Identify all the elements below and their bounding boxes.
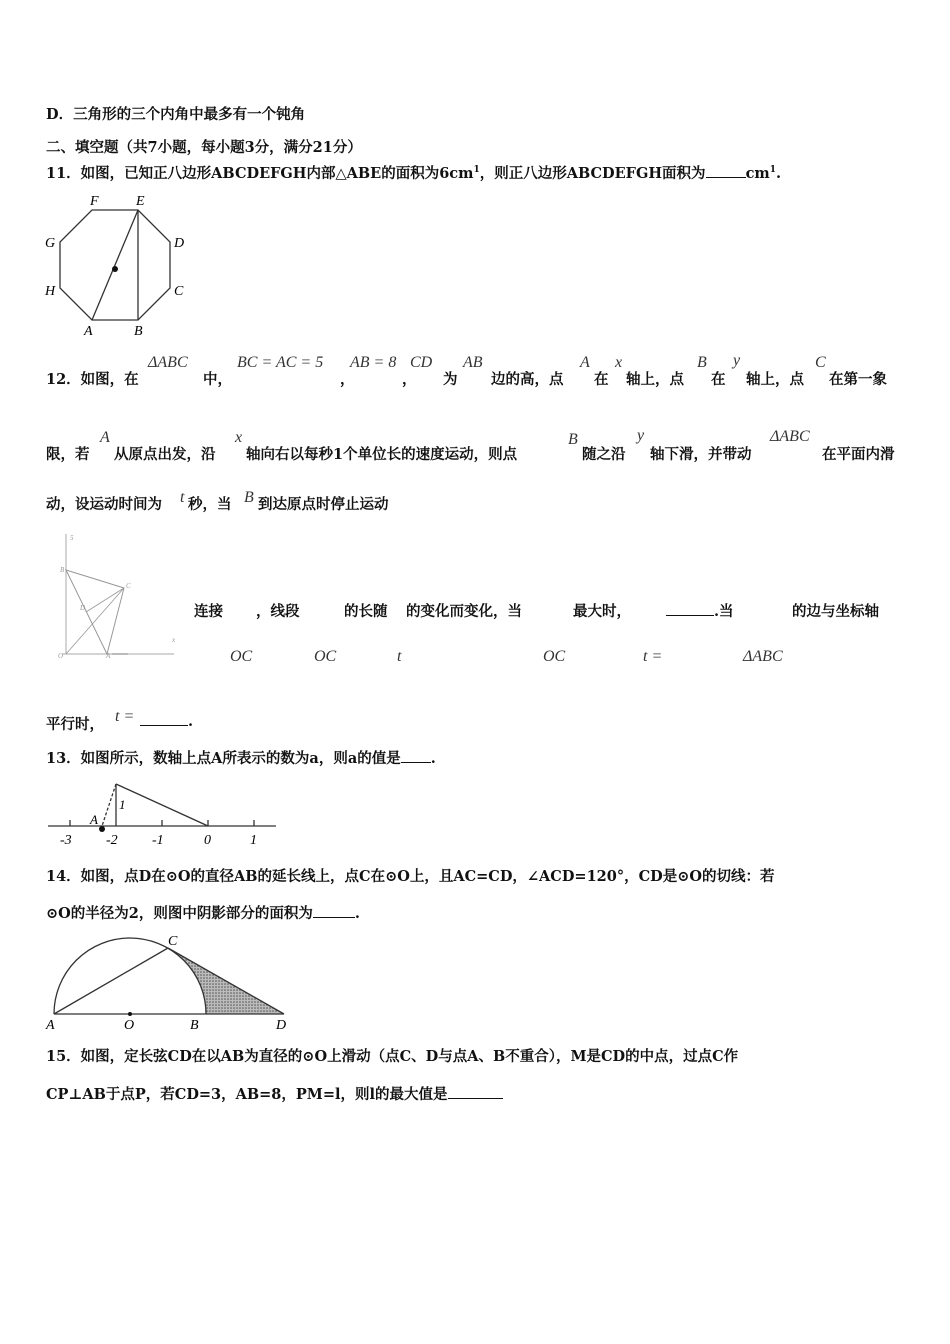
q12-b: 中， bbox=[203, 371, 232, 388]
q12-c: ， bbox=[340, 371, 355, 388]
q12-l5-blank-line bbox=[140, 713, 193, 730]
q12-l4-b: ，线段 bbox=[256, 603, 300, 620]
label-height-1: 1 bbox=[119, 797, 126, 812]
q14-text-2: ⊙O的半径为2，则图中阴影部分的面积为 bbox=[46, 905, 313, 922]
q12-l4-e: 最大时， bbox=[573, 603, 631, 620]
q15-answer-blank[interactable] bbox=[448, 1086, 503, 1099]
math-c: C bbox=[815, 354, 826, 371]
octagon-label-f: F bbox=[90, 194, 99, 209]
q12-l5-b: . bbox=[188, 713, 194, 730]
q14-end: . bbox=[354, 905, 360, 922]
q15-text-2: CP⊥AB于点P，若CD=3，AB=8，PM=l，则l的最大值是 bbox=[46, 1086, 448, 1103]
label-d: D bbox=[276, 1018, 287, 1033]
math-cd: CD bbox=[410, 354, 433, 371]
q12-l5-a: 平行时， bbox=[46, 716, 104, 733]
label-b: B bbox=[190, 1018, 199, 1033]
q12-g: 在 bbox=[594, 371, 609, 388]
q12-l2-e: 轴下滑，并带动 bbox=[650, 446, 752, 463]
label-a: A bbox=[106, 652, 111, 660]
math-bc-ac: BC = AC = 5 bbox=[237, 354, 324, 371]
math-ab: AB bbox=[463, 354, 483, 371]
point-a-dot bbox=[99, 826, 105, 832]
q12-l4-blank-line bbox=[666, 600, 734, 621]
q12-h: 轴上，点 bbox=[626, 371, 684, 388]
semicircle-figure bbox=[44, 932, 294, 1032]
math-oc-3: OC bbox=[543, 648, 566, 665]
label-c: C bbox=[168, 934, 178, 949]
q12-answer-blank-2[interactable] bbox=[140, 713, 188, 726]
q11-sup-2: 1 bbox=[769, 165, 776, 176]
q13-end: . bbox=[430, 750, 436, 767]
q12-e: 为 bbox=[443, 371, 458, 388]
label-x: x bbox=[172, 636, 176, 644]
tick-label-0: 0 bbox=[204, 833, 211, 848]
math-oc-2: OC bbox=[314, 648, 337, 665]
q11-answer-blank[interactable] bbox=[706, 165, 746, 178]
q11-mid: ，则正八边形ABCDEFGH面积为 bbox=[479, 165, 706, 182]
q12-l2-f: 在平面内滑 bbox=[822, 446, 895, 463]
math-t: t bbox=[180, 489, 185, 506]
option-d: D．三角形的三个内角中最多有一个钝角 bbox=[46, 106, 306, 123]
q12-l2-b: 从原点出发，沿 bbox=[114, 446, 216, 463]
math-t-2: t bbox=[397, 648, 402, 665]
q12-l3-b: 秒，当 bbox=[188, 496, 232, 513]
q12-l2-a: 限，若 bbox=[46, 446, 90, 463]
math-x: x bbox=[615, 354, 623, 371]
segment-ac bbox=[54, 948, 168, 1014]
question-13 bbox=[46, 747, 436, 768]
hypotenuse bbox=[116, 784, 208, 826]
tick-label-minus2: -2 bbox=[106, 833, 118, 848]
q12-j: 轴上，点 bbox=[746, 371, 804, 388]
number-line-figure bbox=[44, 776, 279, 851]
label-d: D bbox=[80, 604, 86, 612]
tick-label-1: 1 bbox=[250, 833, 257, 848]
label-o: O bbox=[58, 652, 64, 660]
q12-l3-a: 动，设运动时间为 bbox=[46, 496, 162, 513]
segment-ae bbox=[92, 210, 138, 320]
octagon-figure bbox=[40, 192, 190, 337]
q13-answer-blank[interactable] bbox=[401, 750, 431, 763]
math-oc-1: OC bbox=[230, 648, 253, 665]
q12-k: 在第一象 bbox=[829, 371, 887, 388]
q13-text: 13．如图所示，数轴上点A所表示的数为a，则a的值是 bbox=[46, 750, 401, 767]
octagon-label-b: B bbox=[134, 324, 143, 339]
center-o-dot bbox=[128, 1012, 132, 1016]
question-14-line-1: 14．如图，点D在⊙O的直径AB的延长线上，点C在⊙O上，且AC=CD，∠ACD=120°，CD是⊙O的切线：若 bbox=[46, 868, 775, 885]
question-15-line-2 bbox=[46, 1083, 503, 1104]
q12-l4-d: 的变化而变化，当 bbox=[406, 603, 522, 620]
math-t-eq-2: t = bbox=[115, 708, 135, 725]
tick-label-minus1: -1 bbox=[152, 833, 164, 848]
q11-prefix: 11．如图，已知正八边形ABCDEFGH内部△ABE的面积为6cm bbox=[46, 165, 474, 182]
semicircle-arc bbox=[54, 938, 206, 1014]
math-triangle-abc: ΔABC bbox=[148, 354, 188, 371]
label-o: O bbox=[124, 1018, 135, 1033]
q14-answer-blank[interactable] bbox=[313, 905, 355, 918]
q12-d: ， bbox=[402, 371, 417, 388]
q12-a: 12．如图，在 bbox=[46, 371, 139, 388]
math-ab-eq: AB = 8 bbox=[350, 354, 397, 371]
label-5: 5 bbox=[70, 534, 74, 542]
math-b: B bbox=[697, 354, 707, 371]
question-14-line-2 bbox=[46, 902, 360, 923]
q12-f: 边的高，点 bbox=[491, 371, 564, 388]
q12-l2-c: 轴向右以每秒1个单位长的速度运动，则点 bbox=[246, 446, 518, 463]
section-header: 二、填空题（共7小题，每小题3分，满分21分） bbox=[46, 139, 362, 156]
octagon-label-e: E bbox=[136, 194, 145, 209]
q12-l3-c: 到达原点时停止运动 bbox=[258, 496, 389, 513]
coordinate-figure bbox=[52, 530, 177, 660]
q11-end: cm bbox=[745, 165, 770, 182]
q12-answer-blank-1[interactable] bbox=[666, 603, 714, 616]
octagon-label-g: G bbox=[45, 236, 56, 251]
triangle-abc bbox=[66, 570, 124, 654]
octagon-label-a: A bbox=[84, 324, 93, 339]
q12-l4-f: .当 bbox=[714, 603, 734, 620]
octagon-label-c: C bbox=[174, 284, 184, 299]
math-x-2: x bbox=[235, 429, 243, 446]
label-point-a: A bbox=[90, 812, 98, 827]
math-b-3: B bbox=[244, 489, 254, 506]
math-triangle-abc-3: ΔABC bbox=[743, 648, 783, 665]
label-a: A bbox=[46, 1018, 55, 1033]
octagon-label-d: D bbox=[174, 236, 185, 251]
q12-l4-a: 连接 bbox=[194, 603, 223, 620]
dashed-arc bbox=[102, 784, 116, 826]
math-a: A bbox=[580, 354, 590, 371]
math-b-2: B bbox=[568, 431, 578, 448]
q12-l4-c: 的长随 bbox=[344, 603, 388, 620]
q12-l4-g: 的边与坐标轴 bbox=[792, 603, 879, 620]
math-triangle-abc-2: ΔABC bbox=[770, 428, 810, 445]
math-y-2: y bbox=[637, 427, 645, 444]
center-dot bbox=[112, 266, 118, 272]
octagon-label-h: H bbox=[45, 284, 56, 299]
label-c: C bbox=[126, 582, 131, 590]
label-b: B bbox=[60, 566, 65, 574]
question-15-line-1: 15．如图，定长弦CD在以AB为直径的⊙O上滑动（点C、D与点A、B不重合），M是CD的中点，过点C作 bbox=[46, 1048, 739, 1065]
math-t-eq: t = bbox=[643, 648, 663, 665]
q12-l2-d: 随之沿 bbox=[582, 446, 626, 463]
math-a-2: A bbox=[100, 429, 110, 446]
q12-i: 在 bbox=[711, 371, 726, 388]
q11-sup-1: 1 bbox=[473, 165, 480, 176]
tick-label-minus3: -3 bbox=[60, 833, 72, 848]
question-11: 11．如图，已知正八边形ABCDEFGH内部△ABE的面积为$6cm^1$，则正八边形ABCDEFGH面积为 $cm^1$. bbox=[46, 165, 782, 182]
math-y: y bbox=[733, 352, 741, 369]
